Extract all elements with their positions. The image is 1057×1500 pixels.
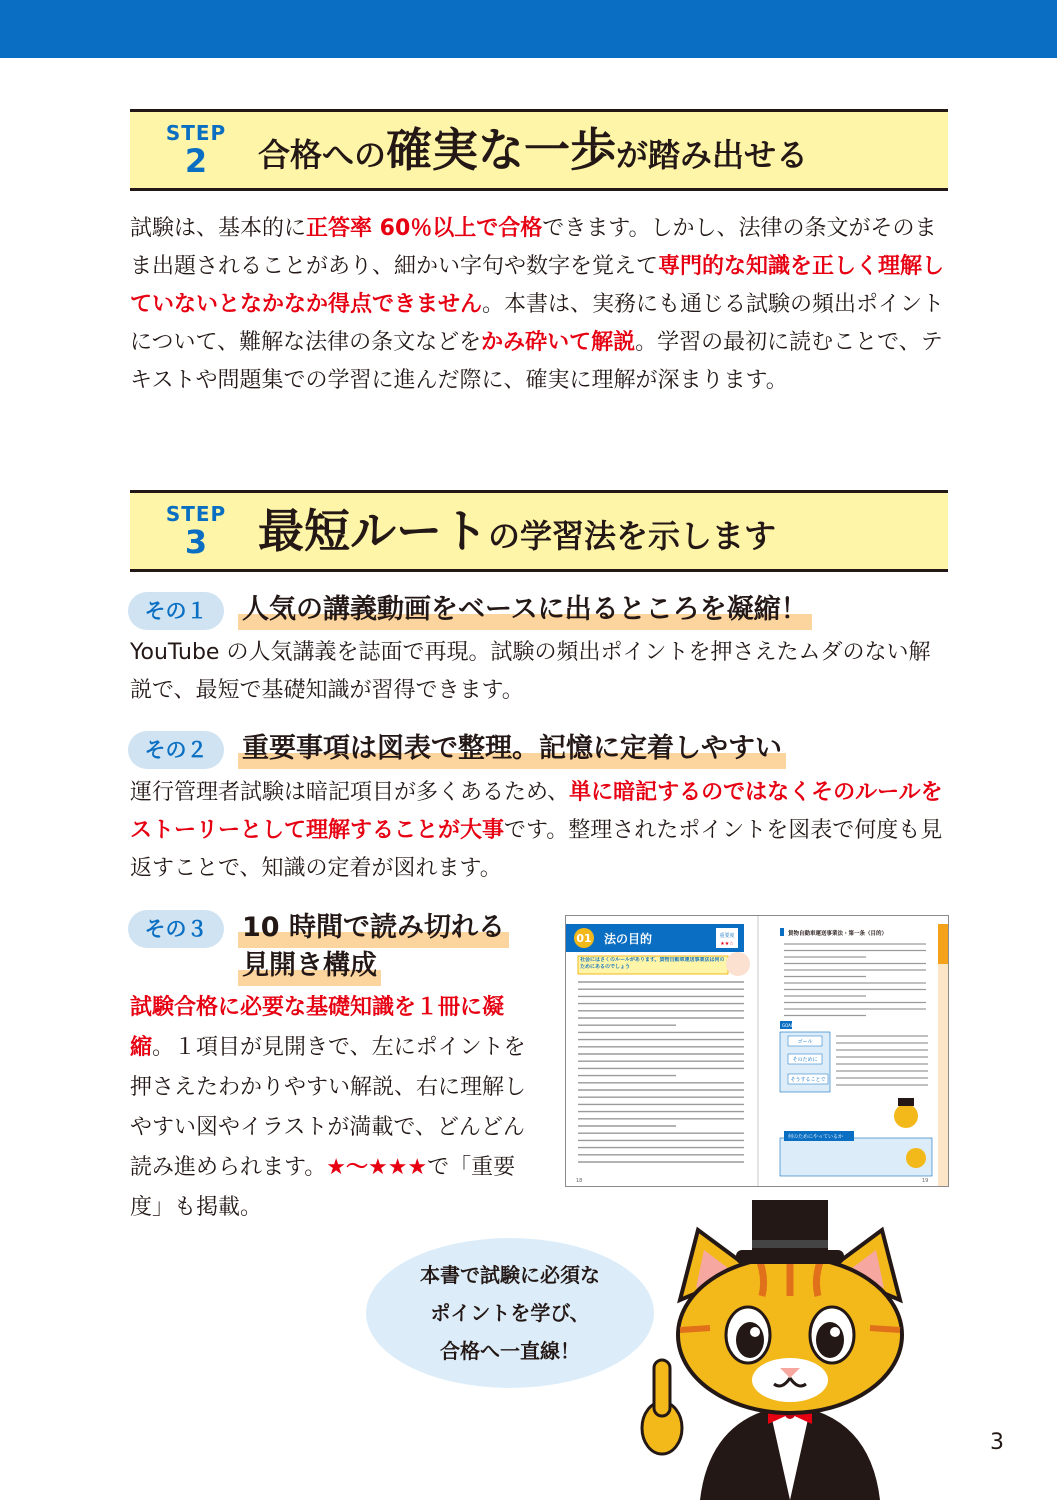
point3-body: 試験合格に必要な基礎知識を１冊に凝縮。１項目が見開きで、左にポイントを押さえたわかりやすい解説、右に理解しやすい図やイラストが満載で、どんどん読み進められます。★〜★★★で「重要度」も掲載。 <box>130 995 527 1220</box>
sample-section-title: 法の目的 <box>604 932 653 946</box>
sample-spread-image <box>565 915 949 1187</box>
bubble-line2: ポイントを学び、 <box>430 1301 590 1325</box>
step2-body: 試験は、基本的に正答率 60％以上で合格できます。しかし、法律の条文がそのまま出題されることがあり、細かい字句や数字を覚えて専門的な知識を正しく理解していないとなかなか得点できません。本書は、実務にも通じる試験の頻出ポイントについて、難解な法律の条文などをかみ砕いて解説。学習の最初に読むことで、テキストや問題集での学習に進んだ際に、確実に理解が深まります。 <box>130 216 945 393</box>
sample-importance-stars: ★★☆ <box>720 941 734 947</box>
step2-badge <box>160 122 232 178</box>
sample-sub-text: そうすることで <box>790 1077 826 1083</box>
step2-title: 合格への確実な一歩が踏み出せる <box>258 123 809 177</box>
bubble-line3: 合格へ一直線！ <box>440 1339 580 1363</box>
point2-body: 運行管理者試験は暗記項目が多くあるため、単に暗記するのではなくそのルールをストーリーとして理解することが大事です。整理されたポイントを図表で何度も見返すことで、知識の定着が図れます。 <box>130 780 943 881</box>
point3-heading-line1: 10 時間で読み切れる <box>238 908 509 948</box>
step2-number: 2 <box>184 142 208 180</box>
sample-importance-label: 重要度 <box>719 933 735 939</box>
point1-heading: 人気の講義動画をベースに出るところを凝縮！ <box>238 590 812 630</box>
step3-number: 3 <box>184 523 208 561</box>
sample-goal-label: GOAL <box>782 1023 794 1028</box>
sample-right-page: 19 <box>922 1178 929 1184</box>
importance-stars: ★〜★★★ <box>326 1155 428 1180</box>
point2-pill: その２ <box>128 731 224 769</box>
page-number: 3 <box>990 1430 1004 1455</box>
sample-section-no: 01 <box>576 932 592 945</box>
step3-label: STEP <box>165 502 227 526</box>
point2-heading: 重要事項は図表で整理。記憶に定着しやすい <box>238 729 786 769</box>
point3-heading-line2: 見開き構成 <box>238 946 381 986</box>
cat-mascot-icon <box>640 1200 940 1500</box>
step2-header <box>130 109 948 191</box>
point1-body: YouTube の人気講義を誌面で再現。試験の頻出ポイントを押さえたムダのない解説で、最短で基礎知識が習得できます。 <box>130 640 931 703</box>
point3-pill: その３ <box>128 910 224 948</box>
speech-bubble-text <box>366 1256 654 1370</box>
sample-right-title: 貨物自動車運送事業法・第一条（目的） <box>788 931 888 937</box>
top-color-bar <box>0 0 1057 58</box>
sample-mid-text: そのために <box>792 1057 818 1063</box>
bubble-line1: 本書で試験に必須な <box>420 1263 600 1287</box>
sample-left-page: 18 <box>576 1178 583 1184</box>
step3-title: 最短ルートの学習法を示します <box>258 504 777 558</box>
step2-label: STEP <box>165 121 227 145</box>
sample-side-label: 何のためにやっているか <box>788 1134 844 1140</box>
point1-pill: その１ <box>128 592 224 630</box>
sample-spread-drawing <box>566 916 949 1187</box>
sample-question: 社会にはさくのルールがあります。貨物自動車運送事業法は何のためにあるのでしょう <box>580 957 725 970</box>
step3-header <box>130 490 948 572</box>
step3-badge <box>160 503 232 559</box>
sample-goal-text: ゴール <box>797 1039 813 1045</box>
